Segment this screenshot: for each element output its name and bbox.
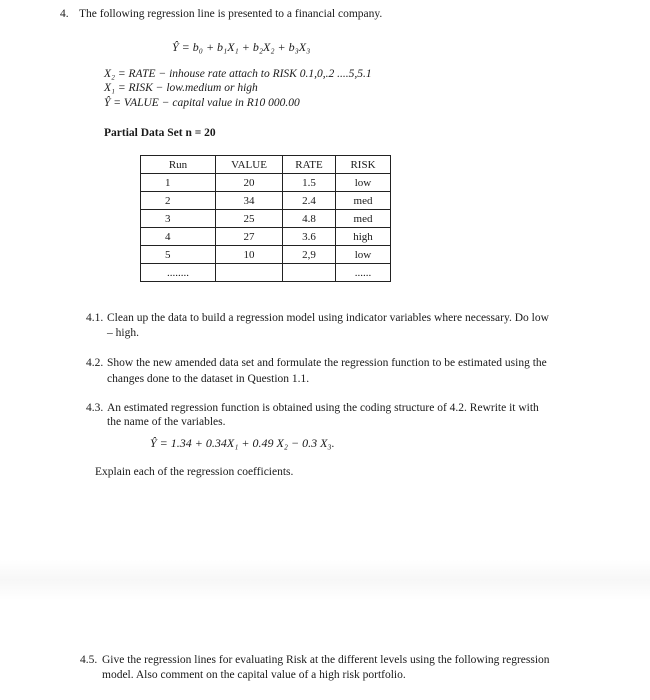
cell-ellipsis-run: ........: [141, 264, 216, 282]
cell-risk: low: [336, 174, 391, 192]
cell-value: 10: [216, 246, 283, 264]
cell-rate: 2.4: [283, 192, 336, 210]
q43-equation: Ŷ = 1.34 + 0.34X₁ + 0.49 X₂ − 0.3 X₃.: [150, 436, 335, 450]
q43-line1: An estimated regression function is obtained using the coding structure of 4.2. Rewrite it with: [107, 402, 539, 414]
cell-rate: 3.6: [283, 228, 336, 246]
question-intro: The following regression line is presented to a financial company.: [79, 8, 383, 20]
cell-rate: 2,9: [283, 246, 336, 264]
table-row: [141, 210, 391, 228]
q43-prompt: Explain each of the regression coefficients.: [95, 466, 294, 478]
q45-number: 4.5.: [80, 654, 98, 666]
data-set-label: Partial Data Set n = 20: [104, 127, 216, 139]
q41-line2: – high.: [107, 327, 139, 339]
table-row: [141, 228, 391, 246]
q41-line1: Clean up the data to build a regression model using indicator variables where necessary. Do low: [107, 312, 549, 324]
cell-rate: 4.8: [283, 210, 336, 228]
cell-risk: med: [336, 210, 391, 228]
q42-number: 4.2.: [86, 357, 104, 369]
table-row: [141, 174, 391, 192]
cell-risk: high: [336, 228, 391, 246]
table-row: [141, 246, 391, 264]
q43-number: 4.3.: [86, 402, 104, 414]
header-run: Run: [141, 156, 216, 174]
cell-value: 25: [216, 210, 283, 228]
cell-run: 4: [141, 228, 216, 246]
scan-shading: [0, 560, 650, 600]
q42-line1: Show the new amended data set and formulate the regression function to be estimated using the: [107, 357, 547, 369]
table-ellipsis-row: [141, 264, 391, 282]
definition-x2: X₂ = RATE − inhouse rate attach to RISK 0.1,0,.2 ....5,5.1: [104, 68, 372, 80]
cell-risk: med: [336, 192, 391, 210]
cell-rate: 1.5: [283, 174, 336, 192]
cell-empty: [283, 264, 336, 282]
q41-number: 4.1.: [86, 312, 104, 324]
table-row: [141, 192, 391, 210]
q45-line2: model. Also comment on the capital value of a high risk portfolio.: [102, 669, 406, 681]
header-risk: RISK: [336, 156, 391, 174]
cell-run: 2: [141, 192, 216, 210]
cell-ellipsis-risk: ......: [336, 264, 391, 282]
header-rate: RATE: [283, 156, 336, 174]
cell-value: 34: [216, 192, 283, 210]
model-equation: Ŷ = b₀ + b₁X₁ + b₂X₂ + b₃X₃: [172, 40, 311, 54]
partial-data-table: [140, 155, 391, 282]
cell-risk: low: [336, 246, 391, 264]
cell-value: 27: [216, 228, 283, 246]
cell-run: 3: [141, 210, 216, 228]
table-header-row: [141, 156, 391, 174]
q45-line1: Give the regression lines for evaluating Risk at the different levels using the following regression: [102, 654, 550, 666]
definition-x1: X₁ = RISK − low.medium or high: [104, 82, 258, 94]
cell-empty: [216, 264, 283, 282]
header-value: VALUE: [216, 156, 283, 174]
q43-line2: the name of the variables.: [107, 416, 226, 428]
cell-run: 1: [141, 174, 216, 192]
cell-run: 5: [141, 246, 216, 264]
definition-y: Ŷ = VALUE − capital value in R10 000.00: [104, 97, 300, 109]
cell-value: 20: [216, 174, 283, 192]
q42-line2: changes done to the dataset in Question 1.1.: [107, 373, 310, 385]
question-number: 4.: [60, 8, 69, 20]
